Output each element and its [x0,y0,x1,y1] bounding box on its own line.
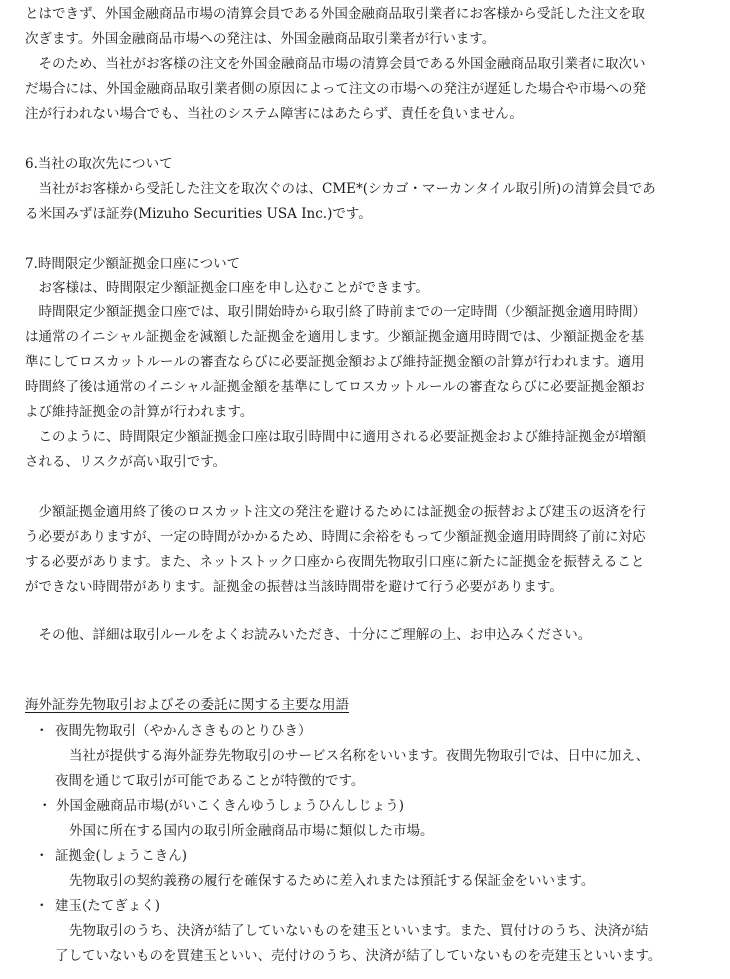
text-line: ができない時間帯があります。証拠金の振替は当該時間帯を避けて行う必要があります。 [25,579,563,595]
glossary-definition: 先物取引のうち、決済が結了していないものを建玉といいます。また、買付けのうち、決済が結 [69,923,649,939]
glossary-definition: 先物取引の契約義務の履行を確保するために差入れまたは預託する保証金をいいます。 [69,873,595,889]
text-line: 次ぎます。外国金融商品市場への発注は、外国金融商品取引業者が行います。 [25,31,496,47]
text-line: う必要がありますが、一定の時間がかかるため、時間に余裕をもって少額証拠金適用時間終了前に対応 [25,529,646,545]
text-line: その他、詳細は取引ルールをよくお読みいただき、十分にご理解の上、お申込みください。 [25,627,592,643]
text-line: 当社がお客様から受託した注文を取次ぐのは、CME*(シカゴ・マーカンタイル取引所)の清算会員であ [25,181,656,197]
bullet-icon: ・ [35,898,49,914]
glossary-term: 外国金融商品市場(がいこくきんゆうしょうひんしじょう) [56,798,405,814]
text-line: 注が行われない場合でも、当社のシステム障害にはあたらず、責任を負いません。 [25,106,523,122]
text-line: 時間限定少額証拠金口座では、取引開始時から取引終了時前までの一定時間（少額証拠金適用時間） [25,304,646,320]
text-line: 少額証拠金適用終了後のロスカット注文の発注を避けるためには証拠金の振替および建玉の返済を行 [25,504,646,520]
text-line: 準にしてロスカットルールの審査ならびに必要証拠金額および維持証拠金額の計算が行われます。適用 [25,354,645,370]
glossary-term: 建玉(たてぎょく) [55,898,161,914]
glossary-title: 海外証券先物取引およびその委託に関する主要な用語 [25,697,349,713]
text-line: は通常のイニシャル証拠金を減額した証拠金を適用します。少額証拠金適用時間では、少額証拠金を基 [25,329,645,345]
bullet-icon: ・ [38,798,52,814]
text-line: 6.当社の取次先について [25,156,173,172]
bullet-icon: ・ [35,848,49,864]
bullet-icon: ・ [35,723,49,739]
glossary-definition: 外国に所在する国内の取引所金融商品市場に類似した市場。 [69,823,434,839]
text-line: とはできず、外国金融商品市場の清算会員である外国金融商品取引業者にお客様から受託した注文を取 [25,6,645,22]
glossary-definition: 当社が提供する海外証券先物取引のサービス名称をいいます。夜間先物取引では、日中に加え、 [69,748,650,764]
glossary-definition: 了していないものを買建玉といい、売付けのうち、決済が結了していないものを売建玉といいます。 [55,948,662,964]
text-line: だ場合には、外国金融商品取引業者側の原因によって注文の市場への発注が遅延した場合や市場への発 [25,81,646,97]
glossary-term: 証拠金(しょうこきん) [55,848,188,864]
text-line: 7.時間限定少額証拠金口座について [25,256,241,272]
text-line: される、リスクが高い取引です。 [25,454,227,470]
text-line: よび維持証拠金の計算が行われます。 [25,404,254,420]
text-line: このように、時間限定少額証拠金口座は取引時間中に適用される必要証拠金および維持証拠金が増額 [25,429,646,445]
glossary-term: 夜間先物取引（やかんさきものとりひき） [55,723,312,739]
text-line: する必要があります。また、ネットストック口座から夜間先物取引口座に新たに証拠金を振替えること [25,554,645,570]
text-line: る米国みずほ証券(Mizuho Securities USA Inc.)です。 [25,206,372,222]
glossary-definition: 夜間を通じて取引が可能であることが特徴的です。 [55,773,365,789]
text-line: お客様は、時間限定少額証拠金口座を申し込むことができます。 [25,280,429,296]
text-line: そのため、当社がお客様の注文を外国金融商品市場の清算会員である外国金融商品取引業者に取次い [25,56,646,72]
text-line: 時間終了後は通常のイニシャル証拠金額を基準にしてロスカットルールの審査ならびに必要証拠金額お [25,379,645,395]
